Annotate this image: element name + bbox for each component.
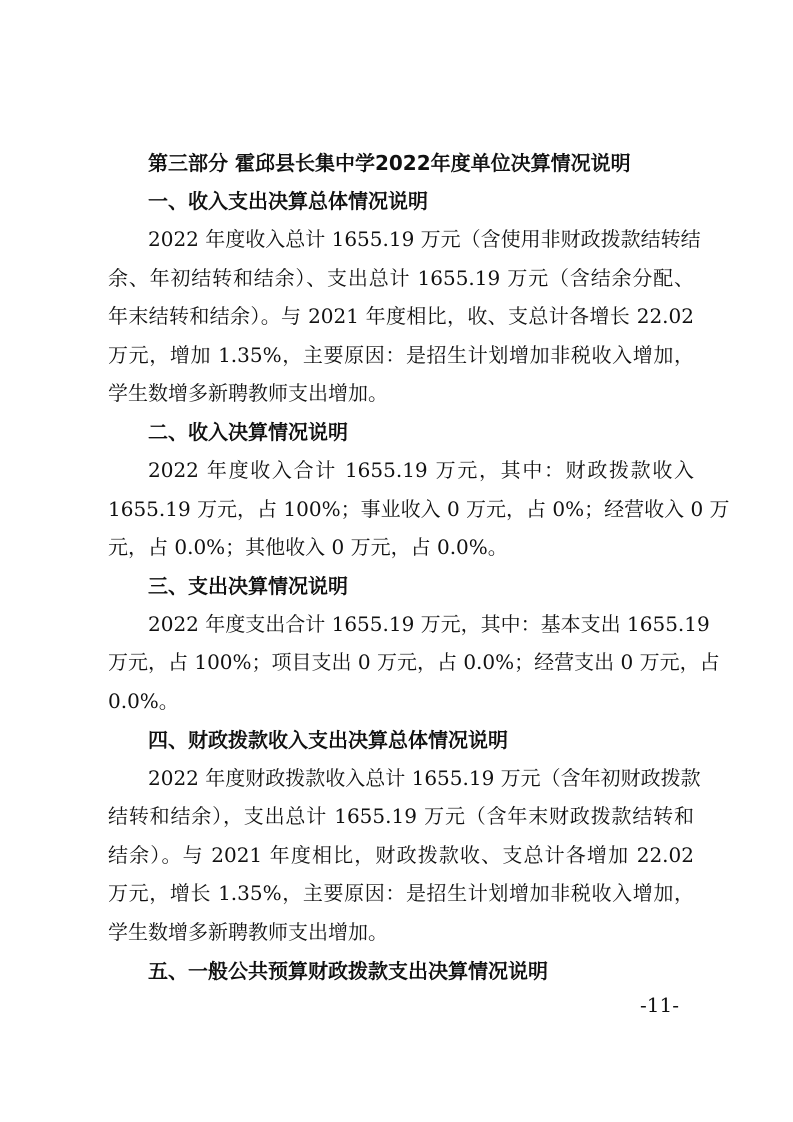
paragraph-line: 余、年初结转和结余）、支出总计 1655.19 万元（含结余分配、 [108, 265, 694, 290]
paragraph-line: 2022 年度支出合计 1655.19 万元，其中：基本支出 1655.19 [148, 611, 710, 636]
paragraph-line: 2022 年度财政拨款收入总计 1655.19 万元（含年初财政拨款 [148, 765, 701, 790]
paragraph-line: 万元，增长 1.35%，主要原因：是招生计划增加非税收入增加， [108, 881, 694, 906]
document-body [108, 144, 730, 990]
page-title: 第三部分 霍邱县长集中学2022年度单位决算情况说明 [148, 151, 631, 175]
paragraph-line: 0.0%。 [108, 688, 179, 713]
section-heading-5: 五、一般公共预算财政拨款支出决算情况说明 [148, 958, 548, 983]
section-heading-4: 四、财政拨款收入支出决算总体情况说明 [148, 727, 508, 752]
section-heading-2: 二、收入决算情况说明 [148, 419, 348, 444]
paragraph-line: 2022 年度收入总计 1655.19 万元（含使用非财政拨款结转结 [148, 227, 701, 251]
paragraph-line: 结余）。与 2021 年度相比，财政拨款收、支总计各增加 22.02 [108, 842, 694, 867]
paragraph-line: 1655.19 万元，占 100%；事业收入 0 万元，占 0%；经营收入 0 万 [108, 496, 730, 521]
paragraph-line: 年末结转和结余）。与 2021 年度相比，收、支总计各增长 22.02 [108, 304, 694, 329]
page-number: -11- [640, 993, 679, 1017]
section-paragraph-2 [108, 451, 730, 567]
section-paragraph-4 [108, 759, 701, 952]
paragraph-line: 结转和结余），支出总计 1655.19 万元（含年末财政拨款结转和 [108, 804, 694, 829]
paragraph-line: 元，占 0.0%；其他收入 0 万元，占 0.0%。 [108, 535, 508, 560]
paragraph-line: 万元，增加 1.35%，主要原因：是招生计划增加非税收入增加， [108, 342, 694, 367]
section-paragraph-3 [108, 605, 720, 721]
paragraph-line: 万元，占 100%；项目支出 0 万元，占 0.0%；经营支出 0 万元，占 [108, 650, 720, 675]
section-paragraph-1 [108, 220, 701, 413]
paragraph-line: 2022 年度收入合计 1655.19 万元，其中：财政拨款收入 [148, 457, 694, 482]
paragraph-line: 学生数增多新聘教师支出增加。 [108, 919, 388, 944]
section-heading-3: 三、支出决算情况说明 [148, 573, 348, 598]
paragraph-line: 学生数增多新聘教师支出增加。 [108, 381, 388, 406]
section-heading-1: 一、收入支出决算总体情况说明 [148, 189, 428, 213]
